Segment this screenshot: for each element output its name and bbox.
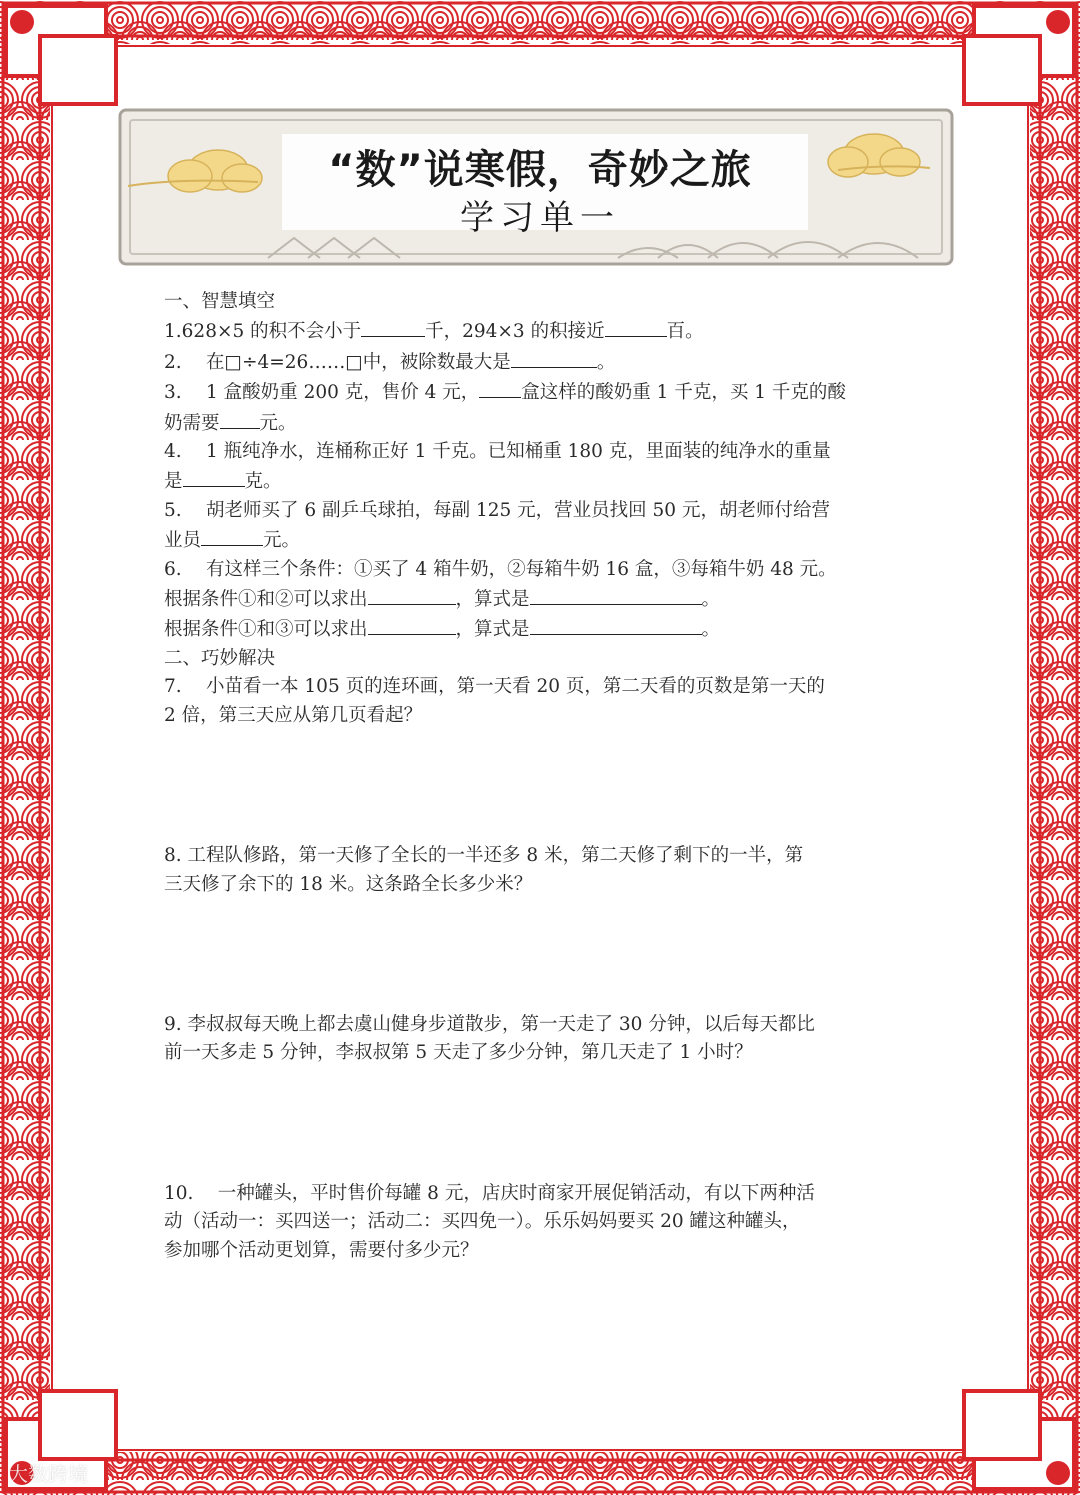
question-3: 3. 1 盒酸奶重 200 克，售价 4 元， 盒这样的酸奶重 1 千克，买 1 千克的酸 xyxy=(164,377,924,407)
question-5-cont: 业员 元。 xyxy=(164,525,924,555)
question-6-part2: 根据条件①和③可以求出 ，算式是 。 xyxy=(164,614,924,644)
answer-blank[interactable] xyxy=(201,525,263,546)
question-9: 9. 李叔叔每天晚上都去虞山健身步道散步，第一天走了 30 分钟，以后每天都比 xyxy=(164,1013,815,1035)
answer-space[interactable] xyxy=(164,899,924,1011)
answer-blank[interactable] xyxy=(530,584,702,605)
section-heading: 一、智慧填空 xyxy=(164,291,276,312)
answer-blank[interactable] xyxy=(361,316,425,337)
answer-blank[interactable] xyxy=(220,408,260,429)
answer-blank[interactable] xyxy=(530,614,702,635)
question-8-cont: 三天修了余下的 18 米。这条路全长多少米？ xyxy=(164,873,533,895)
question-3-cont: 奶需要 元。 xyxy=(164,408,924,438)
watermark: 大数跨境 xyxy=(8,1462,88,1486)
answer-blank[interactable] xyxy=(605,316,667,337)
page-title: “数”说寒假，奇妙之旅 xyxy=(328,147,752,193)
answer-blank[interactable] xyxy=(368,584,456,605)
question-4: 4. 1 瓶纯净水，连桶称正好 1 千克。已知桶重 180 克，里面装的纯净水的重量 xyxy=(164,441,831,463)
question-5: 5. 胡老师买了 6 副乒乓球拍，每副 125 元，营业员找回 50 元，胡老师付给营 xyxy=(164,499,830,521)
worksheet-body xyxy=(164,288,924,1265)
question-1: 1.628×5 的积不会小于 千，294×3 的积接近 百。 xyxy=(164,316,924,346)
answer-space[interactable] xyxy=(164,730,924,842)
question-10-cont: 动（活动一：买四送一；活动二：买四免一）。乐乐妈妈要买 20 罐这种罐头， xyxy=(164,1211,801,1233)
question-9-cont: 前一天多走 5 分钟，李叔叔第 5 天走了多少分钟，第几天走了 1 小时？ xyxy=(164,1042,753,1064)
answer-blank[interactable] xyxy=(479,377,521,398)
question-4-cont: 是 克。 xyxy=(164,466,924,496)
answer-blank[interactable] xyxy=(183,466,245,487)
question-10-cont: 参加哪个活动更划算，需要付多少元？ xyxy=(164,1239,479,1261)
section-heading: 二、巧妙解决 xyxy=(164,647,276,669)
answer-space[interactable] xyxy=(164,1068,924,1180)
question-2: 2. 在□÷4=26……□中，被除数最大是 。 xyxy=(164,347,924,377)
question-6-part1: 根据条件①和②可以求出 ，算式是 。 xyxy=(164,584,924,614)
question-7: 7. 小苗看一本 105 页的连环画，第一天看 20 页，第二天看的页数是第一天的 xyxy=(164,676,825,698)
answer-blank[interactable] xyxy=(368,614,456,635)
answer-blank[interactable] xyxy=(511,347,597,368)
question-7-cont: 2 倍，第三天应从第几页看起？ xyxy=(164,704,423,726)
question-6: 6. 有这样三个条件：①买了 4 箱牛奶，②每箱牛奶 16 盒，③每箱牛奶 48 元。 xyxy=(164,558,837,580)
question-8: 8. 工程队修路，第一天修了全长的一半还多 8 米，第二天修了剩下的一半，第 xyxy=(164,845,804,867)
question-10: 10. 一种罐头，平时售价每罐 8 元，店庆时商家开展促销活动，有以下两种活 xyxy=(164,1182,815,1204)
page-subtitle: 学习单一 xyxy=(460,198,620,238)
